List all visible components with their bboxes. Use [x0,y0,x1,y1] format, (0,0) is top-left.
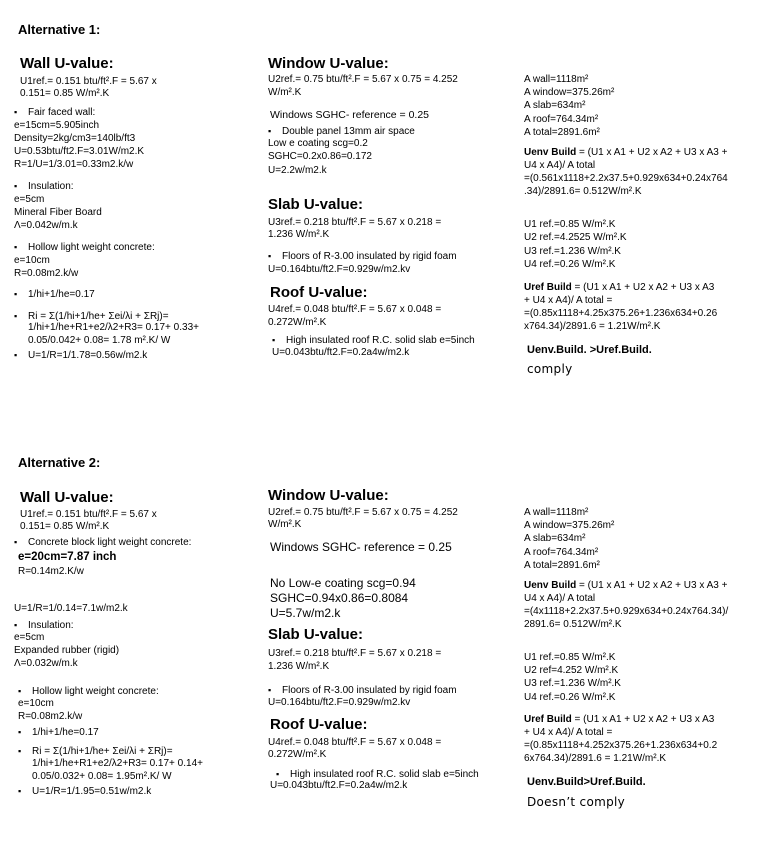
alt2-window-uref-2: W/m².K [268,519,302,530]
alt2-slab-bullet-floors [268,684,457,697]
alt1-wall-bullet-u [14,349,147,362]
alt1-wall-b2-line: e=5cm [14,194,45,205]
alt1-wall-bullet-hollow [14,241,155,254]
bullet-text: Ri = Σ(1/hi+1/he+ Σei/λi + ΣRj)= [28,311,169,322]
alt2-uref-line-1 [524,714,714,726]
alt1-wall-b1-line: U=0.53btu/ft2.F=3.01W/m2.K [14,146,145,157]
alt1-window-uref-1: U2ref.= 0.75 btu/ft².F = 5.67 x 0.75 = 4.252 [268,74,458,85]
alt1-window-shgc: Windows SGHC- reference = 0.25 [270,109,430,121]
alt1-ref-u3: U3 ref.=1.236 W/m².K [524,246,621,257]
alt2-area-roof: A roof=764.34m² [524,547,599,558]
bullet-text: High insulated roof R.C. solid slab e=5inch [286,335,475,346]
bullet-text: Concrete block light weight concrete: [28,537,192,548]
alt2-area-total: A total=2891.6m² [524,560,600,571]
alt1-title: Alternative 1: [18,22,101,37]
alt2-wall-heading: Wall U-value: [20,489,114,506]
alt2-window-line: No Low-e coating scg=0.94 [270,576,416,590]
alt1-wall-heading: Wall U-value: [20,55,114,72]
alt2-ref-u4: U4 ref.=0.26 W/m².K [524,692,616,703]
alt2-wall-b3-line: R=0.08m2.k/w [18,711,83,722]
alt2-wall-bullet-block [14,536,191,549]
alt2-roof-line: U=0.043btu/ft2.F=0.2a4w/m2.k [270,780,408,791]
alt1-wall-b2-line: Mineral Fiber Board [14,207,102,218]
alt2-area-wall: A wall=1118m² [524,507,589,518]
alt1-window-line: Low e coating scg=0.2 [268,138,368,149]
alt1-uref-line-1 [524,282,714,294]
alt2-roof-uref-2: 0.272W/m².K [268,749,327,760]
alt1-wall-b3-line: e=10cm [14,255,50,266]
alt2-ref-u1: U1 ref.=0.85 W/m².K [524,652,616,663]
alt1-roof-uref-1: U4ref.= 0.048 btu/ft².F = 5.67 x 0.048 = [268,304,442,315]
alt1-uref-line: x764.34)/2891.6 = 1.21W/m².K [524,321,661,332]
alt1-wall-b3-line: R=0.08m2.k/w [14,268,79,279]
alt1-roof-heading: Roof U-value: [270,284,368,301]
alt1-wall-b1-line: e=15cm=5.905inch [14,120,100,131]
bullet-text: Insulation: [28,181,74,192]
alt1-wall-b2-line: Λ=0.042w/m.k [14,220,78,231]
uref-text: = (U1 x A1 + U2 x A2 + U3 x A3 [571,282,715,293]
alt2-wall-bullet-hollow [18,685,159,698]
alt2-wall-b2-line: Λ=0.032w/m.k [14,658,78,669]
alt1-area-wall: A wall=1118m² [524,74,589,85]
alt2-wall-bullet-insulation [14,619,74,632]
alt1-verdict: comply [527,362,573,376]
alt1-wall-ri-line: 0.05/0.042+ 0.08= 1.78 m².K/ W [28,335,171,346]
alt2-area-slab: A slab=634m² [524,533,586,544]
bullet-text: 1/hi+1/he=0.17 [32,727,99,738]
alt1-ref-u4: U4 ref.=0.26 W/m².K [524,259,616,270]
alt1-slab-uref-2: 1.236 W/m².K [268,229,330,240]
alt1-wall-ri-line: 1/hi+1/he+R1+e2/λ2+R3= 0.17+ 0.33+ [28,322,199,333]
alt1-window-uref-2: W/m².K [268,87,302,98]
alt2-wall-b2-line: e=5cm [14,632,45,643]
alt1-window-bullet-double [268,125,415,138]
alt2-wall-bullet-ri [18,745,173,758]
alt2-uref-line: =(0.85x1118+4.252x375.26+1.236x634+0.2 [524,740,718,751]
alt1-ref-u2: U2 ref.=4.2525 W/m².K [524,232,627,243]
alt2-wall-b3-line: e=10cm [18,698,54,709]
alt1-comparison: Uenv.Build. >Uref.Build. [527,344,652,356]
bullet-text: Hollow light weight concrete: [28,242,155,253]
alt2-slab-uref-2: 1.236 W/m².K [268,661,330,672]
alt1-slab-heading: Slab U-value: [268,196,364,213]
alt2-wall-b2-line: Expanded rubber (rigid) [14,645,120,656]
bullet-text: Insulation: [28,620,74,631]
alt2-window-line: SGHC=0.94x0.86=0.8084 [270,591,409,605]
alt2-uref-line: 6x764.34)/2891.6 = 1.21W/m².K [524,753,667,764]
bullet-text: Fair faced wall: [28,107,96,118]
alt1-uenv-line: U4 x A4)/ A total [524,160,596,171]
alt2-wall-ri-line: 0.05/0.032+ 0.08= 1.95m².K/ W [32,771,172,782]
alt1-roof-uref-2: 0.272W/m².K [268,317,327,328]
alt2-window-uref-1: U2ref.= 0.75 btu/ft².F = 5.67 x 0.75 = 4.252 [268,507,458,518]
alt1-area-roof: A roof=764.34m² [524,114,599,125]
alt1-uref-line: =(0.85x1118+4.25x375.26+1.236x634+0.26 [524,308,718,319]
alt1-wall-bullet-fair-faced [14,106,95,119]
alt1-window-heading: Window U-value: [268,55,389,72]
alt2-wall-uref-2: 0.151= 0.85 W/m².K [20,521,110,532]
alt2-uenv-line: U4 x A4)/ A total [524,593,596,604]
bullet-text: Floors of R-3.00 insulated by rigid foam [282,685,457,696]
alt2-slab-heading: Slab U-value: [268,626,364,643]
bullet-text: 1/hi+1/he=0.17 [28,289,95,300]
alt1-roof-bullet-slab [272,334,475,347]
alt1-uref-line: + U4 x A4)/ A total = [524,295,613,306]
alt2-uref-label: Uref Build [524,714,572,725]
alt2-uenv-line: 2891.6= 0.512W/m².K [524,619,622,630]
alt2-window-shgc: Windows SGHC- reference = 0.25 [270,540,452,554]
alt1-wall-bullet-h [14,288,95,301]
alt2-wall-uref-1: U1ref.= 0.151 btu/ft².F = 5.67 x [20,509,157,520]
alt1-area-total: A total=2891.6m² [524,127,600,138]
bullet-text: Double panel 13mm air space [282,126,415,137]
alt2-wall-u-line: U=1/R=1/0.14=7.1w/m2.k [14,603,128,614]
bullet-text: High insulated roof R.C. solid slab e=5inch [290,769,479,780]
alt2-uenv-line: =(4x1118+2.2x37.5+0.929x634+0.24x764.34)/ [524,606,729,617]
alt1-slab-uref-1: U3ref.= 0.218 btu/ft².F = 5.67 x 0.218 = [268,217,442,228]
bullet-text: Hollow light weight concrete: [32,686,159,697]
alt2-comparison: Uenv.Build>Uref.Build. [527,776,646,788]
alt1-area-slab: A slab=634m² [524,100,586,111]
alt1-slab-bullet-floors [268,250,457,263]
alt2-roof-heading: Roof U-value: [270,716,368,733]
alt1-uenv-line: .34)/2891.6= 0.512W/m².K [524,186,642,197]
alt2-roof-uref-1: U4ref.= 0.048 btu/ft².F = 5.67 x 0.048 = [268,737,442,748]
alt2-ref-u3: U3 ref.=1.236 W/m².K [524,678,621,689]
alt2-wall-ri-line: 1/hi+1/he+R1+e2/λ2+R3= 0.17+ 0.14+ [32,758,203,769]
alt2-verdict: Doesn’t comply [527,795,626,809]
alt2-uenv-line-1 [524,580,727,592]
alt2-title: Alternative 2: [18,455,101,470]
alt2-area-window: A window=375.26m² [524,520,615,531]
alt2-wall-bullet-h [18,726,99,739]
alt1-uenv-line: =(0.561x1118+2.2x37.5+0.929x634+0.24x764 [524,173,728,184]
uenv-text: = (U1 x A1 + U2 x A2 + U3 x A3 + [576,147,728,158]
alt1-slab-line: U=0.164btu/ft2.F=0.929w/m2.kv [268,264,411,275]
alt1-wall-bullet-insulation [14,180,74,193]
alt1-uref-label: Uref Build [524,282,572,293]
alt1-ref-u1: U1 ref.=0.85 W/m².K [524,219,616,230]
uenv-text: = (U1 x A1 + U2 x A2 + U3 x A3 + [576,580,728,591]
alt2-wall-resistance: R=0.14m2.K/w [18,566,84,577]
alt2-slab-line: U=0.164btu/ft2.F=0.929w/m2.kv [268,697,411,708]
alt1-window-line: SGHC=0.2x0.86=0.172 [268,151,372,162]
alt2-window-line: U=5.7w/m2.k [270,606,341,620]
alt1-uenv-line-1 [524,147,727,159]
alt2-wall-bullet-u [18,785,151,798]
bullet-text: U=1/R=1/1.78=0.56w/m2.k [28,350,148,361]
alt1-wall-uref-2: 0.151= 0.85 W/m².K [20,88,110,99]
uref-text: = (U1 x A1 + U2 x A2 + U3 x A3 [571,714,715,725]
bullet-text: U=1/R=1/1.95=0.51w/m2.k [32,786,152,797]
alt1-wall-uref-1: U1ref.= 0.151 btu/ft².F = 5.67 x [20,76,157,87]
alt1-wall-b1-line: Density=2kg/cm3=140lb/ft3 [14,133,136,144]
alt1-uenv-label: Uenv Build [524,147,577,158]
alt1-area-window: A window=375.26m² [524,87,615,98]
bullet-text: Ri = Σ(1/hi+1/he+ Σei/λi + ΣRj)= [32,746,173,757]
alt2-uref-line: + U4 x A4)/ A total = [524,727,613,738]
alt2-ref-u2: U2 ref=4.252 W/m².K [524,665,619,676]
alt1-window-line: U=2.2w/m2.k [268,165,327,176]
alt2-slab-uref-1: U3ref.= 0.218 btu/ft².F = 5.67 x 0.218 = [268,648,442,659]
alt2-wall-thickness: e=20cm=7.87 inch [18,551,117,563]
alt2-window-heading: Window U-value: [268,487,389,504]
alt1-wall-b1-line: R=1/U=1/3.01=0.33m2.k/w [14,159,134,170]
bullet-text: Floors of R-3.00 insulated by rigid foam [282,251,457,262]
alt1-roof-line: U=0.043btu/ft2.F=0.2a4w/m2.k [272,347,410,358]
alt2-uenv-label: Uenv Build [524,580,577,591]
